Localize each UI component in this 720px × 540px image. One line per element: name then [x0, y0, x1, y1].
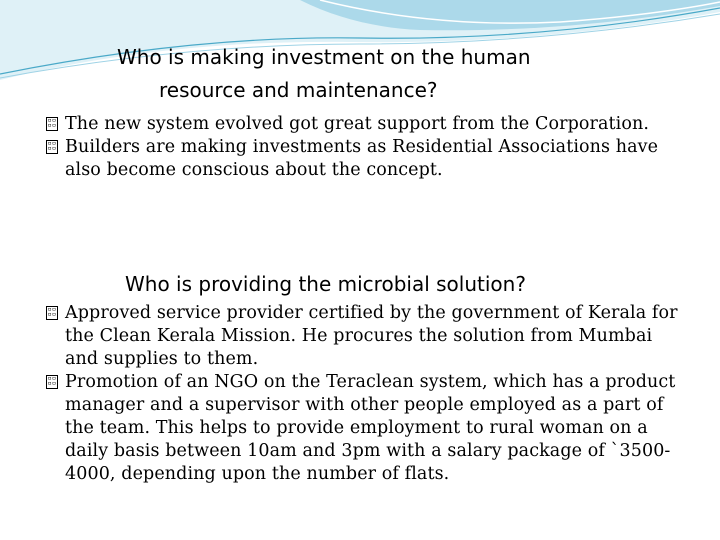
bullet-item — [0, 371, 685, 486]
bullet-glyph-icon — [46, 140, 58, 154]
bullet-item — [0, 136, 685, 182]
bullet-text: Builders are making investments as Residential Associations have also become conscious about the concept. — [65, 137, 659, 180]
section1-heading-line2: resource and maintenance? — [159, 78, 438, 102]
bullet-text: Promotion of an NGO on the Teraclean system, which has a product manager and a supervisor with other people employed as a part of the team. This helps to provide employment to rural woman on a daily basis between 10am and 3pm with a salary package of `3500-4000, depending upon the number of flats. — [65, 372, 676, 484]
bullet-glyph-icon — [46, 375, 58, 389]
bullet-text: The new system evolved got great support from the Corporation. — [65, 114, 650, 134]
bullet-item — [0, 113, 685, 136]
bullet-item — [0, 302, 685, 371]
bullet-glyph-icon — [46, 117, 58, 131]
bullet-text: Approved service provider certified by the government of Kerala for the Clean Kerala Mission. He procures the solution from Mumbai and supplies to them. — [65, 303, 678, 369]
section1-heading-line1: Who is making investment on the human — [117, 45, 531, 69]
bullet-glyph-icon — [46, 306, 58, 320]
section2-bullet-list — [0, 302, 685, 486]
section2-heading: Who is providing the microbial solution? — [125, 272, 526, 296]
section1-bullet-list — [0, 113, 685, 182]
